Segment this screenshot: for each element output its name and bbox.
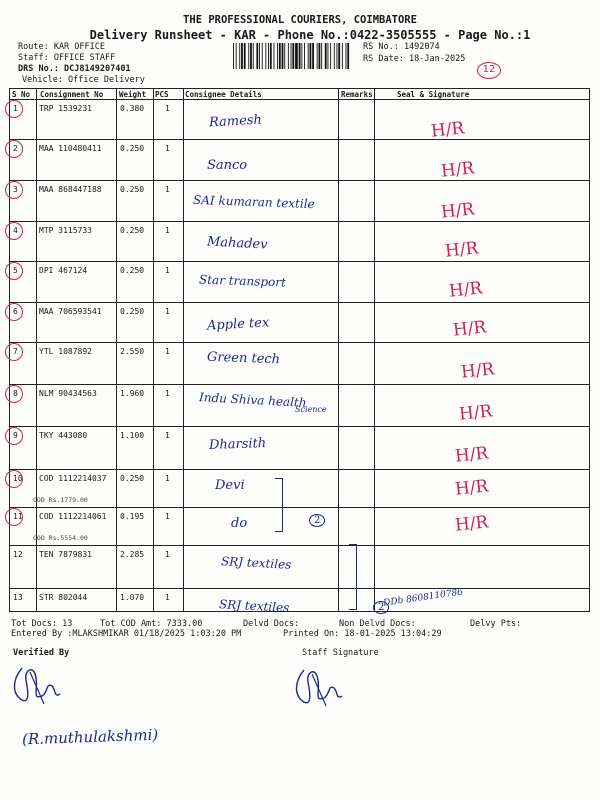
row-seal-signature: H/R — [444, 238, 480, 262]
row-consignment-no: TEN 7879831 — [39, 550, 92, 559]
table-row — [9, 181, 590, 222]
company-name: THE PROFESSIONAL COURIERS, COIMBATORE — [183, 14, 417, 26]
table-row — [9, 222, 590, 262]
row-pcs: 1 — [165, 266, 170, 275]
bracket-mark-icon — [349, 544, 357, 610]
row-cod-amount: COD Rs.5554.00 — [33, 534, 88, 542]
row-consignment-no: COD 1112214037 — [39, 474, 107, 483]
row-consignee-handwritten: Indu Shiva health — [198, 390, 307, 410]
row-consignment-no: MTP 3115733 — [39, 226, 92, 235]
row-weight: 2.550 — [120, 347, 145, 356]
row-pcs: 1 — [165, 550, 170, 559]
row-pcs: 1 — [165, 185, 170, 194]
row-seal-signature: H/R — [440, 199, 476, 223]
table-row — [9, 508, 590, 546]
row-sno: 2 — [13, 144, 18, 153]
row-pcs: 1 — [165, 226, 170, 235]
header-consignee: Consignee Details — [185, 90, 262, 99]
row-seal-signature: H/R — [452, 317, 488, 341]
row-consignee-handwritten: do — [231, 516, 248, 531]
header-seal: Seal & Signature — [397, 90, 470, 99]
staff-signature-label: Staff Signature — [302, 648, 379, 658]
row-consignee-handwritten: Devi — [215, 478, 245, 493]
row-check-circle-icon — [5, 100, 23, 118]
row-seal-signature: H/R — [454, 512, 490, 536]
row-weight: 2.285 — [120, 550, 145, 559]
row-seal-signature: H/R — [430, 118, 466, 142]
row-consignee-handwritten-extra: Science — [295, 405, 327, 414]
row-sno: 11 — [13, 512, 23, 521]
row-cod-amount: COD Rs.1779.00 — [33, 496, 88, 504]
table-row — [9, 100, 590, 140]
row-consignee-handwritten: Star transport — [198, 272, 287, 290]
row-weight: 0.250 — [120, 474, 145, 483]
row-weight: 0.250 — [120, 144, 145, 153]
handwritten-verifier-name: (R.muthulakshmi) — [21, 725, 159, 749]
row-consignment-no: TRP 1539231 — [39, 104, 92, 113]
row-check-circle-icon — [5, 181, 23, 199]
row-weight: 0.250 — [120, 307, 145, 316]
row-consignment-no: NLM 90434563 — [39, 389, 97, 398]
row-sno: 3 — [13, 185, 18, 194]
row-weight: 0.250 — [120, 226, 145, 235]
row-consignee-handwritten: Dharsith — [208, 436, 267, 453]
row-pcs: 1 — [165, 431, 170, 440]
table-row — [9, 303, 590, 343]
row-pcs: 1 — [165, 512, 170, 521]
row-seal-signature: DDb 8608110786 — [382, 587, 464, 609]
table-row — [9, 385, 590, 427]
row-pcs: 1 — [165, 347, 170, 356]
table-row — [9, 343, 590, 385]
header-consignment: Consignment No — [40, 90, 104, 99]
row-seal-signature: H/R — [454, 476, 490, 500]
table-row — [9, 427, 590, 470]
row-weight: 0.250 — [120, 266, 145, 275]
bracket-mark-icon — [275, 478, 283, 532]
verified-by-label: Verified By — [13, 648, 70, 658]
header-weight: Weight — [119, 90, 147, 99]
row-check-circle-icon — [5, 470, 23, 488]
total-cod-amount: Tot COD Amt: 7333.00 — [100, 619, 203, 629]
row-sno: 8 — [13, 389, 18, 398]
drs-label: DRS No.: DCJ8149207401 — [18, 64, 131, 74]
row-consignee-mark: 2 — [373, 601, 389, 614]
row-pcs: 1 — [165, 389, 170, 398]
row-consignment-no: TKY 443080 — [39, 431, 88, 440]
row-consignee-handwritten: SAI kumaran textile — [192, 192, 315, 212]
rs-number: RS No.: 1492074 — [363, 42, 440, 52]
row-check-circle-icon — [5, 508, 23, 526]
row-seal-signature: H/R — [440, 158, 476, 182]
row-sno: 13 — [13, 593, 23, 602]
row-check-circle-icon — [5, 262, 23, 280]
row-consignment-no: MAA 706593541 — [39, 307, 102, 316]
row-consignee-mark: 2 — [309, 514, 325, 527]
delivery-points: Delvy Pts: — [470, 619, 522, 629]
row-weight: 0.250 — [120, 185, 145, 194]
rs-date: RS Date: 18-Jan-2025 — [363, 54, 466, 64]
row-consignee-handwritten: SRJ textiles — [220, 554, 292, 572]
runsheet-title: Delivery Runsheet - KAR - Phone No.:0422-3505555 - Page No.:1 — [89, 28, 531, 42]
row-consignment-no: DPI 467124 — [39, 266, 88, 275]
table-row — [9, 470, 590, 508]
row-sno: 1 — [13, 104, 18, 113]
runsheet-table — [9, 88, 590, 615]
row-consignment-no: MAA 868447188 — [39, 185, 102, 194]
row-consignee-handwritten: Apple tex — [206, 315, 270, 334]
row-weight: 0.380 — [120, 104, 145, 113]
row-seal-signature: H/R — [448, 278, 484, 302]
table-row — [9, 140, 590, 181]
row-consignee-handwritten: Ramesh — [208, 112, 263, 131]
row-check-circle-icon — [5, 140, 23, 158]
row-consignment-no: YTL 1087892 — [39, 347, 92, 356]
row-check-circle-icon — [5, 303, 23, 321]
row-pcs: 1 — [165, 144, 170, 153]
row-seal-signature: H/R — [454, 443, 490, 467]
header-sno: S No — [12, 90, 31, 99]
row-consignee-handwritten: Mahadev — [206, 234, 268, 253]
table-row — [9, 587, 590, 615]
row-consignee-handwritten: Sanco — [207, 158, 248, 173]
row-consignment-no: MAA 110480411 — [39, 144, 102, 153]
table-row — [9, 546, 590, 589]
row-sno: 10 — [13, 474, 23, 483]
total-docs: Tot Docs: 13 — [11, 619, 73, 629]
row-consignment-no: STR 802044 — [39, 593, 88, 602]
entered-by: Entered By :MLAKSHMIKAR 01/18/2025 1:03:20 PM — [11, 629, 242, 639]
staff-label: Staff: OFFICE STAFF — [18, 53, 116, 63]
table-row — [9, 262, 590, 303]
row-check-circle-icon — [5, 427, 23, 445]
verifier-signature-icon — [8, 660, 68, 710]
staff-signature-icon — [287, 662, 349, 712]
row-weight: 1.100 — [120, 431, 145, 440]
barcode — [232, 43, 352, 69]
non-delivered-docs: Non Delvd Docs: — [339, 619, 416, 629]
row-sno: 9 — [13, 431, 18, 440]
row-weight: 0.195 — [120, 512, 145, 521]
row-seal-signature: H/R — [460, 359, 496, 383]
row-consignee-handwritten: SRJ textiles — [218, 597, 290, 615]
row-consignment-no: COD 1112214061 — [39, 512, 107, 521]
row-sno: 7 — [13, 347, 18, 356]
row-pcs: 1 — [165, 474, 170, 483]
row-sno: 12 — [13, 550, 23, 559]
row-sno: 5 — [13, 266, 18, 275]
row-check-circle-icon — [5, 343, 23, 361]
delivered-docs: Delvd Docs: — [243, 619, 300, 629]
table-header — [9, 88, 590, 100]
row-consignee-handwritten: Green tech — [206, 349, 281, 368]
row-sno: 4 — [13, 226, 18, 235]
row-weight: 1.960 — [120, 389, 145, 398]
circled-page-count: 12 — [477, 62, 501, 79]
row-pcs: 1 — [165, 593, 170, 602]
row-sno: 6 — [13, 307, 18, 316]
printed-on: Printed On: 18-01-2025 13:04:29 — [283, 629, 442, 639]
row-pcs: 1 — [165, 104, 170, 113]
header-remarks: Remarks — [341, 90, 373, 99]
row-check-circle-icon — [5, 222, 23, 240]
row-seal-signature: H/R — [458, 401, 494, 425]
row-check-circle-icon — [5, 385, 23, 403]
row-weight: 1.070 — [120, 593, 145, 602]
route-label: Route: KAR OFFICE — [18, 42, 105, 52]
header-pcs: PCS — [155, 90, 169, 99]
row-pcs: 1 — [165, 307, 170, 316]
vehicle-label: Vehicle: Office Delivery — [22, 75, 145, 85]
